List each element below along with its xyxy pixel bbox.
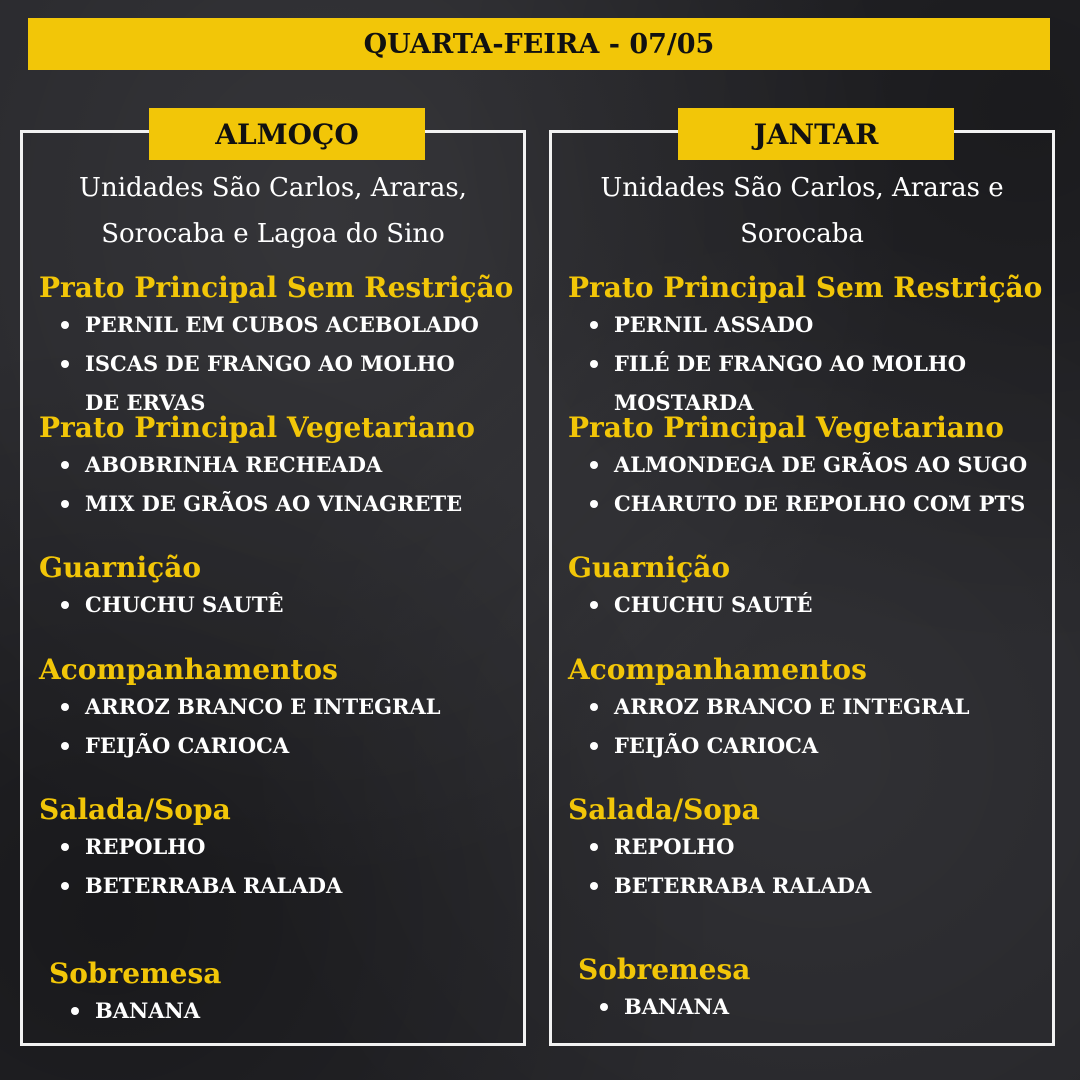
list-item: ARROZ BRANCO E INTEGRAL	[568, 687, 1044, 726]
dinner-tab-label: JANTAR	[753, 117, 879, 151]
lunch-section-veg	[39, 411, 515, 523]
section-title: Guarnição	[39, 551, 202, 584]
list-item: FILÉ DE FRANGO AO MOLHO MOSTARDA	[568, 344, 1044, 422]
list-item: CHUCHU SAUTÉ	[568, 585, 1044, 624]
lunch-section-dessert	[49, 957, 515, 1030]
dinner-section-main	[568, 271, 1044, 422]
lunch-tab	[149, 108, 425, 160]
list-item: BETERRABA RALADA	[39, 866, 515, 905]
list-item: PERNIL ASSADO	[568, 305, 1044, 344]
lunch-section-sides	[39, 653, 515, 765]
section-title: Acompanhamentos	[39, 653, 338, 686]
section-title: Guarnição	[568, 551, 731, 584]
dinner-panel	[549, 117, 1055, 1046]
section-title: Prato Principal Vegetariano	[39, 411, 475, 444]
section-title: Prato Principal Vegetariano	[568, 411, 1004, 444]
list-item: ALMONDEGA DE GRÃOS AO SUGO	[568, 445, 1044, 484]
day-title: QUARTA-FEIRA - 07/05	[363, 28, 715, 60]
section-title: Prato Principal Sem Restrição	[39, 271, 514, 304]
dinner-tab	[678, 108, 954, 160]
list-item: PERNIL EM CUBOS ACEBOLADO	[39, 305, 515, 344]
section-title: Acompanhamentos	[568, 653, 867, 686]
lunch-units: Unidades São Carlos, Araras, Sorocaba e Lagoa do Sino	[79, 173, 467, 249]
dinner-section-salad	[568, 793, 1044, 905]
dinner-section-veg	[568, 411, 1044, 523]
lunch-section-main	[39, 271, 515, 422]
list-item: ABOBRINHA RECHEADA	[39, 445, 515, 484]
lunch-panel	[20, 117, 526, 1046]
dinner-section-dessert	[578, 953, 1044, 1026]
lunch-tab-label: ALMOÇO	[215, 117, 359, 151]
list-item: BANANA	[578, 987, 1044, 1026]
section-title: Sobremesa	[49, 957, 222, 990]
list-item: REPOLHO	[39, 827, 515, 866]
section-title: Salada/Sopa	[568, 793, 760, 826]
dinner-section-sides	[568, 653, 1044, 765]
section-title: Salada/Sopa	[39, 793, 231, 826]
section-title: Prato Principal Sem Restrição	[568, 271, 1043, 304]
list-item: CHARUTO DE REPOLHO COM PTS	[568, 484, 1044, 523]
list-item: ISCAS DE FRANGO AO MOLHO DE ERVAS	[39, 344, 515, 422]
dinner-units: Unidades São Carlos, Araras e Sorocaba	[600, 173, 1004, 249]
list-item: FEIJÃO CARIOCA	[39, 726, 515, 765]
list-item: BANANA	[49, 991, 515, 1030]
list-item: BETERRABA RALADA	[568, 866, 1044, 905]
list-item: REPOLHO	[568, 827, 1044, 866]
list-item: FEIJÃO CARIOCA	[568, 726, 1044, 765]
lunch-section-salad	[39, 793, 515, 905]
list-item: CHUCHU SAUTÊ	[39, 585, 515, 624]
list-item: ARROZ BRANCO E INTEGRAL	[39, 687, 515, 726]
lunch-section-garnish	[39, 551, 515, 624]
section-title: Sobremesa	[578, 953, 751, 986]
list-item: MIX DE GRÃOS AO VINAGRETE	[39, 484, 515, 523]
day-banner	[28, 18, 1050, 70]
dinner-section-garnish	[568, 551, 1044, 624]
